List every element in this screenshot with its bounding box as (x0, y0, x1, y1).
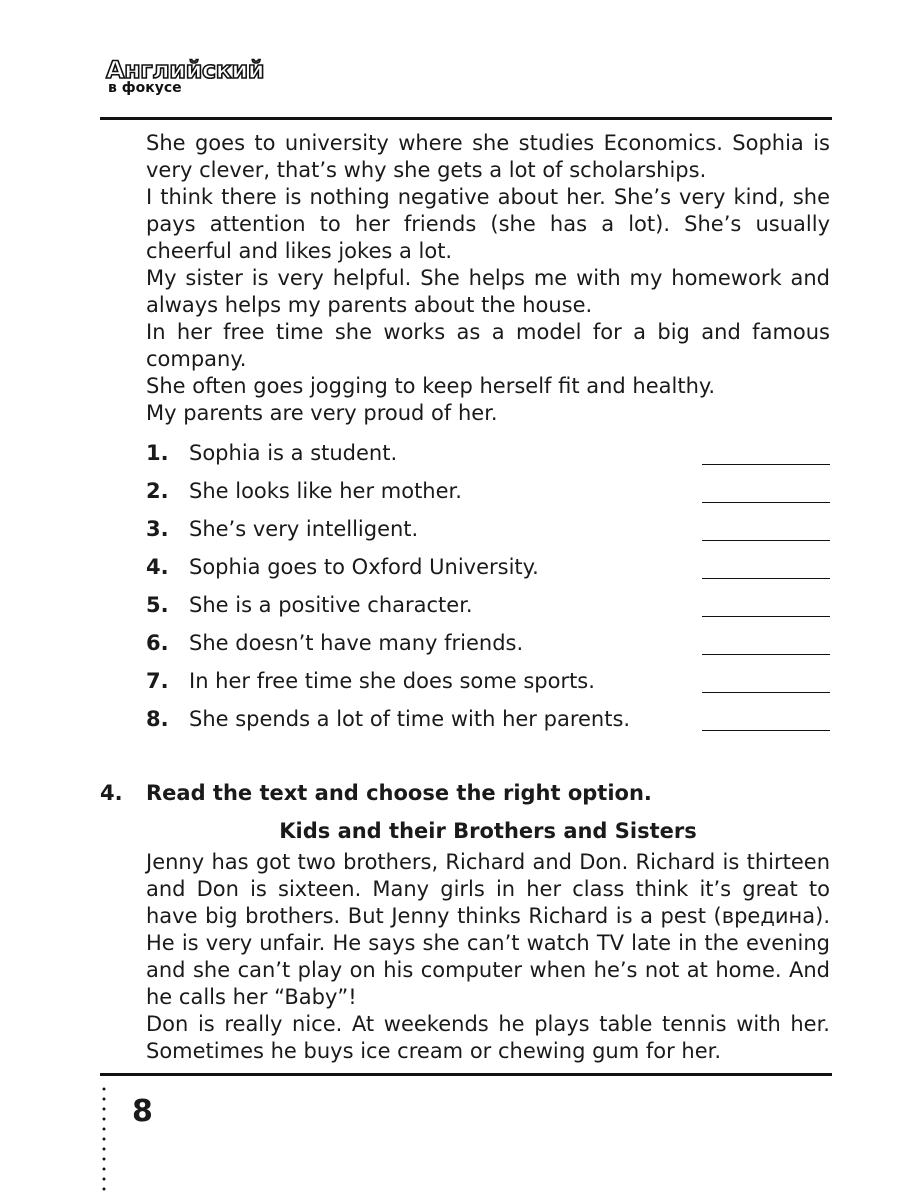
story-paragraph: Don is really nice. At weekends he plays table tennis with her. Sometimes he buys ice cream or chewing gum for her. (146, 1012, 830, 1063)
statement-text: In her free time she does some sports. (189, 669, 595, 693)
answer-blank[interactable] (702, 654, 830, 655)
answer-blank[interactable] (702, 502, 830, 503)
answer-blank[interactable] (702, 616, 830, 617)
book-logo (106, 56, 264, 96)
statement-item (146, 700, 830, 738)
statement-item (146, 662, 830, 700)
statement-text: She looks like her mother. (189, 479, 462, 503)
page-number: 8 (132, 1094, 153, 1129)
statement-item (146, 472, 830, 510)
task-instruction: Read the text and choose the right option. (146, 781, 652, 805)
statement-item (146, 548, 830, 586)
logo-title: Английский (106, 56, 265, 84)
statement-text: She is a positive character. (189, 593, 473, 617)
statement-text: She doesn’t have many friends. (189, 631, 524, 655)
statement-number: 2. (146, 479, 169, 503)
statement-text: Sophia goes to Oxford University. (189, 555, 539, 579)
passage-paragraph: My parents are very proud of her. (146, 401, 498, 425)
passage-paragraph: My sister is very helpful. She helps me with my homework and always helps my parents about the house. (146, 266, 830, 317)
logo-subtitle: в фокусе (108, 80, 182, 96)
statement-number: 6. (146, 631, 169, 655)
answer-blank[interactable] (702, 730, 830, 731)
header-rule (100, 117, 832, 120)
statement-text: She spends a lot of time with her parents. (189, 707, 631, 731)
answer-blank[interactable] (702, 464, 830, 465)
statement-list (146, 434, 830, 738)
statement-item (146, 510, 830, 548)
passage-paragraph: She goes to university where she studies Economics. Sophia is very clever, that’s why she gets a lot of scholarships. (146, 131, 830, 182)
statement-item (146, 624, 830, 662)
statement-text: Sophia is a student. (189, 441, 398, 465)
statement-number: 4. (146, 555, 169, 579)
statement-number: 7. (146, 669, 169, 693)
statement-number: 1. (146, 441, 169, 465)
story-paragraph: Jenny has got two brothers, Richard and Don. Richard is thirteen and Don is sixteen. Many girls in her class think it’s great to have big brothers. But Jenny thinks Richard is a pest (вредина). He is very unfair. He says she can’t watch TV late in the evening and she can’t play on his computer when he’s not at home. And he calls her “Baby”! (146, 850, 830, 1009)
statement-number: 3. (146, 517, 169, 541)
footer-rule (100, 1073, 832, 1076)
answer-blank[interactable] (702, 692, 830, 693)
task-number: 4. (100, 781, 123, 805)
answer-blank[interactable] (702, 578, 830, 579)
statement-number: 5. (146, 593, 169, 617)
passage-paragraph: In her free time she works as a model for a big and famous company. (146, 320, 830, 371)
statement-item (146, 586, 830, 624)
statement-number: 8. (146, 707, 169, 731)
story-title: Kids and their Brothers and Sisters (279, 819, 697, 843)
dotted-margin-line (102, 1084, 106, 1194)
answer-blank[interactable] (702, 540, 830, 541)
statement-text: She’s very intelligent. (189, 517, 419, 541)
passage-paragraph: She often goes jogging to keep herself fit and healthy. (146, 374, 715, 398)
statement-item (146, 434, 830, 472)
passage-paragraph: I think there is nothing negative about her. She’s very kind, she pays attention to her friends (she has a lot). She’s usually cheerful and likes jokes a lot. (146, 185, 830, 263)
